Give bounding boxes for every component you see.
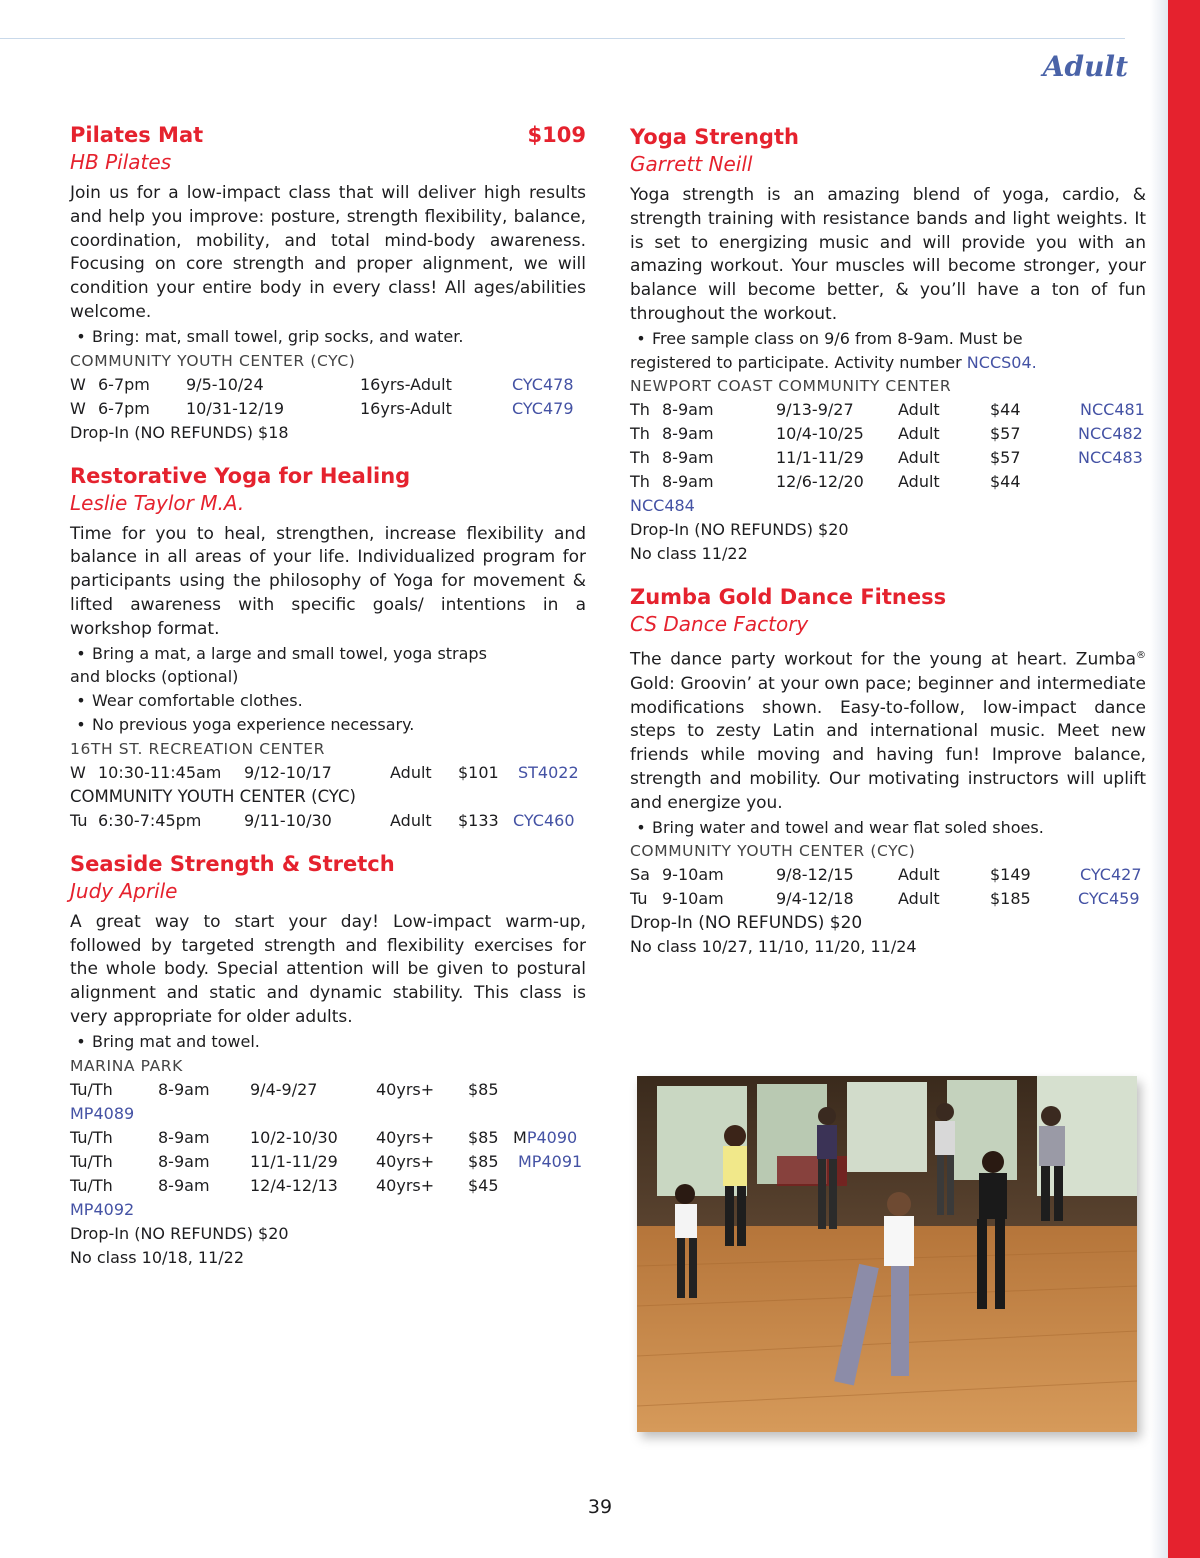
class-restorative-yoga <box>70 463 586 833</box>
activity-code[interactable]: NCC482 <box>1078 424 1143 444</box>
class-name: Pilates Mat <box>70 123 204 147</box>
instructor: CS Dance Factory <box>630 612 809 637</box>
location: COMMUNITY YOUTH CENTER (CYC) <box>70 351 356 370</box>
no-class-note: No class 10/18, 11/22 <box>70 1247 245 1267</box>
class-description: The dance party workout for the young at heart. Zumba® Gold: Groovin’ at your own pace; beginner and intermediate modifications shown. Easy-to-follow, low-impact dance steps to zesty Latin and international music. Meet new friends while moving and having fun! Improve balance, strength and mobility. Our motivating instructors will uplift and energize you. <box>630 650 1146 813</box>
dance-class-photo <box>637 1076 1137 1432</box>
instructor: Judy Aprile <box>70 878 178 903</box>
no-class-note: No class 10/27, 11/10, 11/20, 11/24 <box>630 937 917 957</box>
top-rule <box>0 38 1125 39</box>
location: MARINA PARK <box>70 1056 183 1075</box>
activity-code[interactable]: CYC478 <box>512 374 574 394</box>
schedule-row: W 10:30-11:45am 9/12-10/17 Adult $101 ST4022 <box>70 761 586 785</box>
bullet-icon: • <box>76 643 86 663</box>
schedule-row: Th 8-9am 11/1-11/29 Adult $57 NCC483 <box>630 446 1146 470</box>
class-pilates-mat <box>70 122 586 445</box>
bullet-item: • Bring: mat, small towel, grip socks, and water. <box>70 325 586 349</box>
schedule-row: Tu/Th 8-9am 12/4-12/13 40yrs+ $45 <box>70 1175 499 1195</box>
class-name: Yoga Strength <box>630 125 799 149</box>
activity-code[interactable]: CYC460 <box>513 810 575 830</box>
class-name: Seaside Strength & Stretch <box>70 851 395 876</box>
activity-code[interactable]: MP4092 <box>70 1199 135 1219</box>
location: COMMUNITY YOUTH CENTER (CYC) <box>630 842 916 861</box>
page-number: 39 <box>587 1496 613 1518</box>
activity-code[interactable]: NCC484 <box>630 496 695 516</box>
class-price: $109 <box>527 123 586 147</box>
schedule-row: Tu/Th 8-9am 10/2-10/30 40yrs+ $85 M P4090 <box>70 1126 586 1150</box>
bullet-icon: • <box>76 326 86 346</box>
drop-in-note: Drop-In (NO REFUNDS) $20 <box>630 913 863 934</box>
class-name: Zumba Gold Dance Fitness <box>630 585 947 610</box>
right-column <box>630 124 1146 977</box>
activity-code[interactable]: CYC459 <box>1078 889 1140 909</box>
schedule-row: W 6-7pm 9/5-10/24 16yrs-Adult CYC478 <box>70 373 586 397</box>
schedule-row: Th 8-9am 10/4-10/25 Adult $57 NCC482 <box>630 422 1146 446</box>
dance-class-illustration <box>637 1076 1137 1432</box>
section-title: Adult <box>1042 50 1128 83</box>
class-header <box>70 122 586 149</box>
location: 16TH ST. RECREATION CENTER <box>70 739 326 758</box>
schedule-row: Tu 9-10am 9/4-12/18 Adult $185 CYC459 <box>630 887 1146 911</box>
activity-code[interactable]: NCCS04. <box>966 352 1037 372</box>
registered-mark: ® <box>1136 650 1146 662</box>
left-column <box>70 122 586 1288</box>
schedule-row: W 6-7pm 10/31-12/19 16yrs-Adult CYC479 <box>70 397 586 421</box>
side-bar-gradient <box>1150 0 1168 1558</box>
class-zumba-gold <box>630 584 1146 959</box>
bullet-item: • No previous yoga experience necessary. <box>70 713 586 737</box>
activity-code[interactable]: MP4089 <box>70 1103 135 1123</box>
activity-code[interactable]: NCC481 <box>1080 400 1145 420</box>
instructor: Garrett Neill <box>630 152 753 176</box>
drop-in-note: Drop-In (NO REFUNDS) $20 <box>630 520 849 540</box>
bullet-continuation: and blocks (optional) <box>70 667 239 687</box>
bullet-item: • Bring water and towel and wear flat soled shoes. <box>630 816 1146 840</box>
bullet-item: • Free sample class on 9/6 from 8-9am. Must be <box>630 327 1146 351</box>
bullet-continuation: registered to participate. Activity number NCCS04. <box>630 352 1037 372</box>
bullet-icon: • <box>76 691 86 711</box>
bullet-icon: • <box>76 714 86 734</box>
class-seaside-strength <box>70 851 586 1270</box>
bullet-item: • Bring a mat, a large and small towel, yoga straps <box>70 642 586 666</box>
class-description: A great way to start your day! Low-impact warm-up, followed by targeted strength and flexibility exercises for the whole body. Special attention will be given to postural alignment and static and dynamic stability. This class is very appropriate for older adults. <box>70 911 586 1027</box>
activity-code[interactable]: CYC427 <box>1080 865 1142 885</box>
schedule-row: Tu/Th 8-9am 11/1-11/29 40yrs+ $85 MP4091 <box>70 1150 586 1174</box>
activity-code[interactable]: CYC479 <box>512 398 574 418</box>
schedule-row: Tu 6:30-7:45pm 9/11-10/30 Adult $133 CYC460 <box>70 809 586 833</box>
bullet-icon: • <box>636 817 646 837</box>
instructor: Leslie Taylor M.A. <box>70 490 245 515</box>
no-class-note: No class 11/22 <box>630 544 748 564</box>
location: COMMUNITY YOUTH CENTER (CYC) <box>70 786 356 806</box>
class-description: Join us for a low-impact class that will deliver high results and help you improve: posture, strength flexibility, balance, coordination, mobility, and total mind-body awareness. Focusing on core strength and proper alignment, we will condition your entire body in every class! All ages/abilities welcome. <box>70 183 586 322</box>
schedule-row: Sa 9-10am 9/8-12/15 Adult $149 CYC427 <box>630 863 1146 887</box>
class-name: Restorative Yoga for Healing <box>70 463 411 488</box>
instructor: HB Pilates <box>70 150 172 174</box>
bullet-item: • Bring mat and towel. <box>70 1030 586 1054</box>
location: NEWPORT COAST COMMUNITY CENTER <box>630 377 952 396</box>
side-bar-red <box>1168 0 1200 1558</box>
schedule-row: Th 8-9am 9/13-9/27 Adult $44 NCC481 <box>630 398 1146 422</box>
bullet-icon: • <box>636 328 646 348</box>
activity-code[interactable]: MP4091 <box>518 1151 583 1171</box>
drop-in-note: Drop-In (NO REFUNDS) $20 <box>70 1223 289 1243</box>
activity-code[interactable]: ST4022 <box>518 762 579 782</box>
activity-code[interactable]: P4090 <box>526 1127 578 1147</box>
class-yoga-strength <box>630 124 1146 566</box>
class-description: Yoga strength is an amazing blend of yoga, cardio, & strength training with resistance bands and light weights. It is set to energizing music and will provide you with an amazing workout. Your muscles will become stronger, your balance will become better, & you’ll have a ton of fun throughout the workout. <box>630 185 1146 324</box>
schedule-row: Tu/Th 8-9am 9/4-9/27 40yrs+ $85 <box>70 1079 499 1099</box>
bullet-item: • Wear comfortable clothes. <box>70 689 586 713</box>
bullet-icon: • <box>76 1031 86 1051</box>
drop-in-note: Drop-In (NO REFUNDS) $18 <box>70 422 289 442</box>
class-description: Time for you to heal, strengthen, increase flexibility and balance in all areas of your life. Individualized program for participants using the philosophy of Yoga for movement & lifted awareness with specific goals/ intentions in a workshop format. <box>70 523 586 639</box>
activity-code[interactable]: NCC483 <box>1078 448 1143 468</box>
schedule-row: Th 8-9am 12/6-12/20 Adult $44 <box>630 472 1021 492</box>
activity-code-prefix: M <box>513 1127 527 1147</box>
